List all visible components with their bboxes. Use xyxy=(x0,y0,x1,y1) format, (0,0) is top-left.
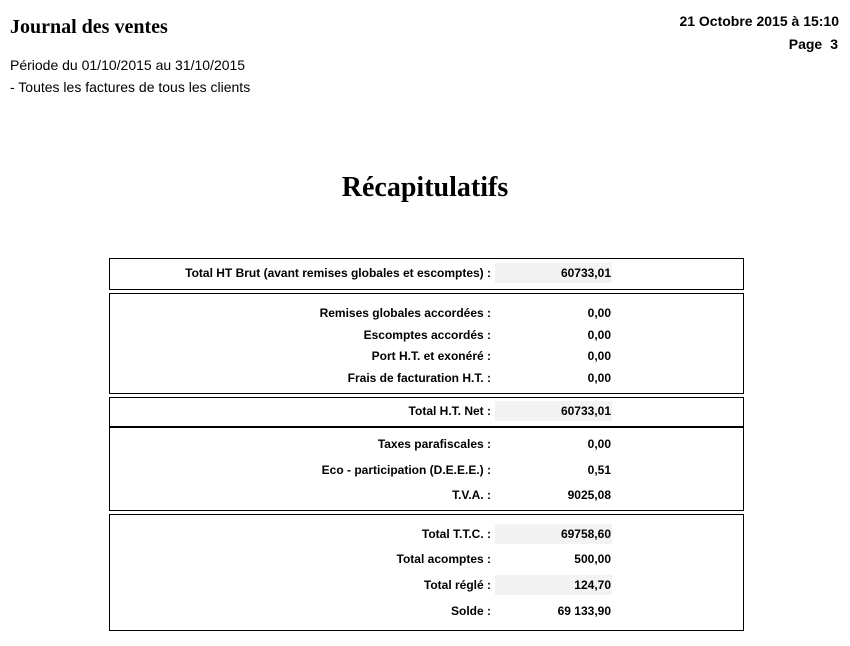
summary-label: Frais de facturation H.T. : xyxy=(347,371,491,385)
summary-row xyxy=(110,324,743,346)
summary-label: Total HT Brut (avant remises globales et escomptes) : xyxy=(185,266,491,280)
summary-value: 0,00 xyxy=(587,371,611,385)
summary-value: 500,00 xyxy=(574,552,611,566)
summary-row xyxy=(110,600,743,622)
summary-value: 60733,01 xyxy=(495,401,612,421)
summary-value: 0,51 xyxy=(587,463,611,477)
summary-box-net xyxy=(109,397,744,427)
page-number: 3 xyxy=(830,36,838,52)
summary-label: Escomptes accordés : xyxy=(363,328,491,342)
report-period: Période du 01/10/2015 au 31/10/2015 xyxy=(10,57,246,73)
summary-value: 69758,60 xyxy=(495,524,612,544)
summary-value: 0,00 xyxy=(587,306,611,320)
summary-label: Taxes parafiscales : xyxy=(377,437,491,451)
summary-value: 0,00 xyxy=(587,328,611,342)
summary-row xyxy=(110,523,743,545)
summary-row xyxy=(110,433,743,455)
summary-box-remises xyxy=(109,293,744,394)
report-datetime: 21 Octobre 2015 à 15:10 xyxy=(679,13,839,29)
report-title: Journal des ventes xyxy=(10,16,168,38)
summary-row xyxy=(110,262,743,284)
summary-row xyxy=(110,484,743,506)
summary-box-brut xyxy=(109,258,744,290)
summary-row xyxy=(110,367,743,389)
summary-label: Eco - participation (D.E.E.E.) : xyxy=(321,463,491,477)
page-label: Page xyxy=(788,36,823,52)
summary-row xyxy=(110,459,743,481)
summary-label: T.V.A. : xyxy=(452,488,491,502)
report-scope: - Toutes les factures de tous les clients xyxy=(10,79,251,95)
summary-label: Port H.T. et exonéré : xyxy=(371,349,491,363)
summary-value: 9025,08 xyxy=(567,488,611,502)
summary-row xyxy=(110,345,743,367)
summary-box-taxes xyxy=(109,426,744,511)
summary-row xyxy=(110,574,743,596)
summary-row xyxy=(110,548,743,570)
summary-value: 69 133,90 xyxy=(557,604,611,618)
summary-value: 124,70 xyxy=(495,575,612,595)
summary-row xyxy=(110,302,743,324)
summary-value: 60733,01 xyxy=(495,263,612,283)
summary-label: Total T.T.C. : xyxy=(421,527,491,541)
summary-value: 0,00 xyxy=(587,349,611,363)
section-heading: Récapitulatifs xyxy=(341,172,509,203)
summary-value: 0,00 xyxy=(587,437,611,451)
summary-label: Total H.T. Net : xyxy=(408,404,491,418)
summary-label: Solde : xyxy=(450,604,491,618)
page-indicator xyxy=(789,36,838,52)
summary-label: Total acomptes : xyxy=(396,552,491,566)
summary-label: Total réglé : xyxy=(423,578,491,592)
summary-label: Remises globales accordées : xyxy=(319,306,491,320)
summary-box-totals xyxy=(109,514,744,631)
summary-row xyxy=(110,400,743,422)
